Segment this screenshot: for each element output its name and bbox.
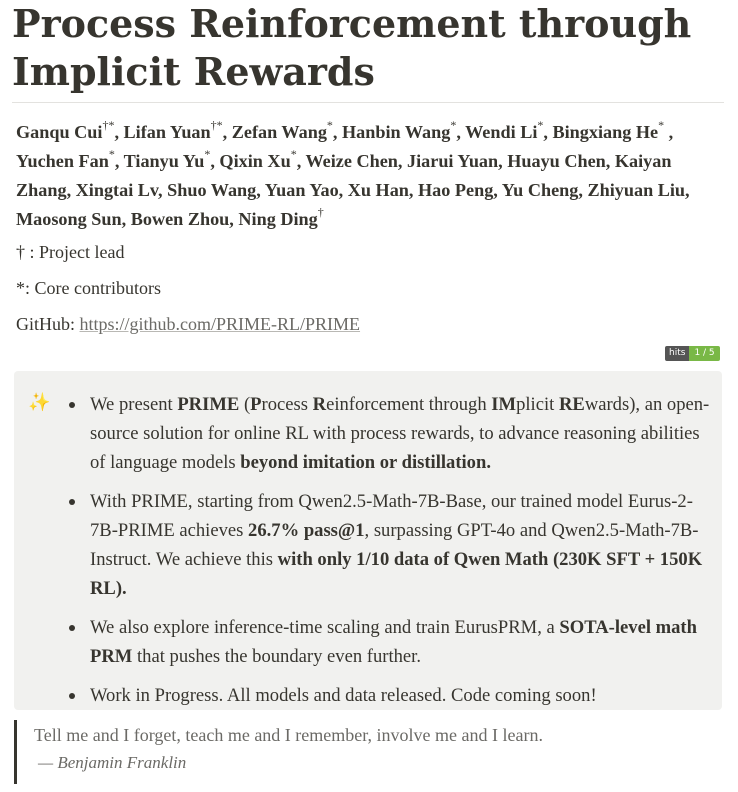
page-title: Process Reinforcement through Implicit Rewards [12,1,692,94]
bullet-text: We also explore inference-time scaling and train EurusPRM, a [90,617,560,638]
author-name: Bowen Zhou [130,209,230,229]
bullet-bold-text: 26.7% pass@1 [248,520,365,541]
author-name: Zhiyuan Liu [587,180,686,200]
author-name: Xingtai Lv [75,180,159,200]
author-name: Hao Peng [418,180,494,200]
author-name: Wendi Li [465,122,538,142]
bullet-bold-text: R [312,394,327,415]
author-name: Jiarui Yuan [407,151,499,171]
author-name: Huayu Chen [507,151,606,171]
author-name: Zefan Wang [231,122,327,142]
github-line [16,312,360,336]
author-affiliation-mark: * [290,146,297,161]
hits-badge-value: 1 / 5 [689,346,719,361]
quote-author: — Benjamin Franklin [38,753,187,772]
bullet-text: , surpassing GPT-4o and Qwen2.5-Math-7B-Instruct. We achieve this [90,520,699,570]
summary-bullet [62,681,712,710]
author-name: Shuo Wang [167,180,257,200]
author-name: Hanbin Wang [342,122,451,142]
project-lead-note: † : Project lead [16,242,125,262]
title-divider [12,102,724,103]
author-name: Ganqu Cui [16,122,103,142]
author-name: Ning Ding [238,209,318,229]
summary-bullet [62,613,712,671]
author-affiliation-mark: * [450,117,457,132]
quote-text: Tell me and I forget, teach me and I remember, involve me and I learn. [34,725,543,745]
author-name: Yu Cheng [501,180,579,200]
github-label: GitHub: [16,314,80,334]
author-name: Weize Chen [305,151,398,171]
author-name: Yuan Yao [264,180,339,200]
author-name: Lifan Yuan [123,122,211,142]
bullet-text: rocess [261,394,313,415]
bullet-bold-text: RE [558,394,585,415]
author-list: Ganqu Cui†*, Lifan Yuan†*, Zefan Wang*, Hanbin Wang*, Wendi Li*, Bingxiang He* , Yuchen Fan*, Tianyu Yu*, Qixin Xu*, Weize Chen, Jiarui Yuan, Huayu Chen, Kaiyan Zhang, Xingtai Lv, Shuo Wang, Yuan Yao, Xu Han, Hao Peng, Yu Cheng, Zhiyuan Liu, Maosong Sun, Bowen Zhou, Ning Ding† [16,117,690,229]
summary-bullet [62,487,712,603]
bullet-bold-text: SOTA-level math PRM [90,617,697,667]
summary-bullet-list [62,390,712,720]
author-affiliation-mark: * [108,146,115,161]
bullet-bold-text: with only 1/10 data of Qwen Math (230K SFT + 150K RL). [90,549,703,599]
bullet-text: wards), an open-source solution for online RL with process rewards, to advance reasoning abilities of language models [90,394,710,473]
author-name: Qixin Xu [219,151,291,171]
bullet-bold-text: P [250,394,262,415]
author-name: Tianyu Yu [123,151,205,171]
summary-bullet [62,390,712,477]
bullet-text: plicit [516,394,559,415]
bullet-text: Work in Progress. All models and data released. Code coming soon! [90,685,597,706]
bullet-bold-text: beyond imitation or distillation. [240,452,491,473]
bullet-text: We present [90,394,178,415]
hits-badge [665,346,720,361]
author-name: Xu Han [347,180,409,200]
author-affiliation-mark: †* [102,117,115,132]
sparkles-icon: ✨ [28,392,51,413]
author-affiliation-mark: †* [210,117,223,132]
author-affiliation-mark: * [537,117,544,132]
bullet-bold-text: PRIME [177,394,240,415]
author-affiliation-mark: * [326,117,333,132]
bullet-text: With PRIME, starting from Qwen2.5-Math-7B-Base, our trained model Eurus-2-7B-PRIME achieves [90,491,693,541]
author-affiliation-mark: † [317,204,324,219]
author-name: Maosong Sun [16,209,122,229]
bullet-text: ( [239,394,251,415]
core-contributors-note: *: Core contributors [16,278,161,298]
author-affiliation-mark: * [658,117,665,132]
hits-badge-label: hits [665,346,689,361]
bullet-bold-text: IM [491,394,517,415]
author-affiliation-mark: * [204,146,211,161]
author-name: Yuchen Fan [16,151,109,171]
author-name: Bingxiang He [552,122,659,142]
github-link[interactable]: https://github.com/PRIME-RL/PRIME [79,314,361,334]
bullet-text: einforcement through [326,394,492,415]
author-name: Kaiyan Zhang [16,151,672,200]
bullet-text: that pushes the boundary even further. [132,646,421,667]
